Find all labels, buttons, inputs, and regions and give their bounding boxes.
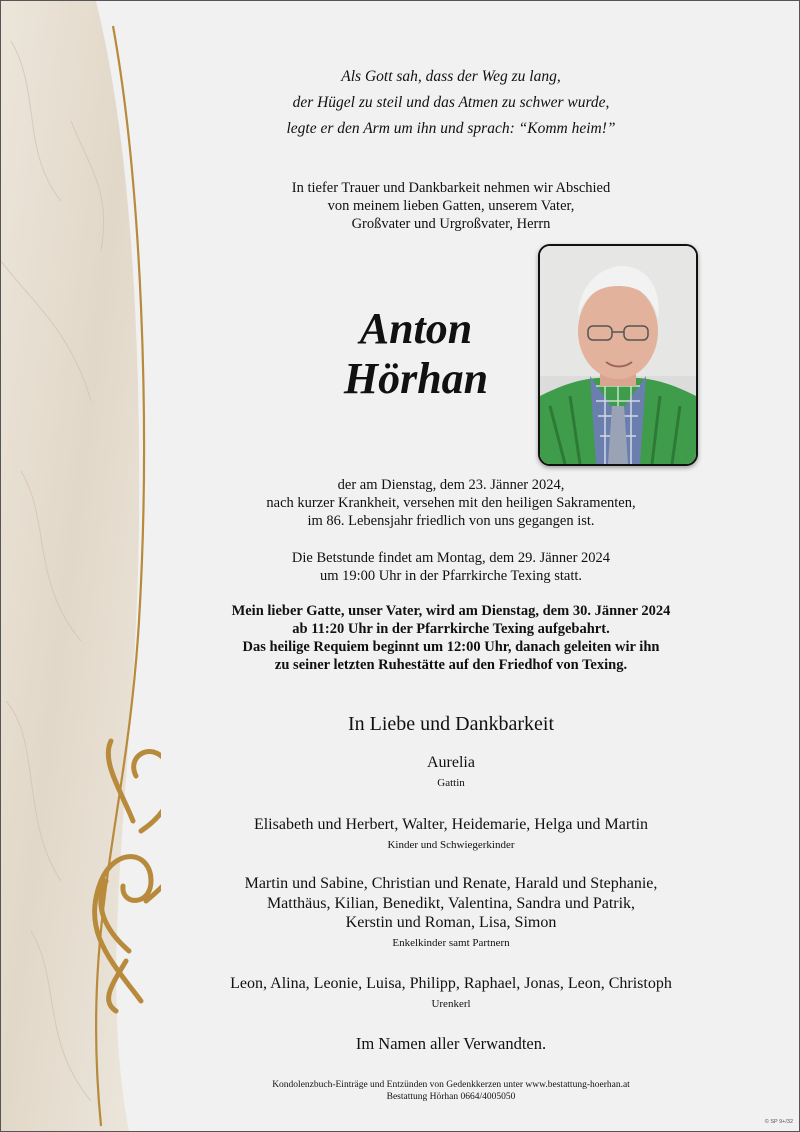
intro-line: Großvater und Urgroßvater, Herrn bbox=[351, 216, 551, 232]
funeral-notice-line: Mein lieber Gatte, unser Vater, wird am Dienstag, dem 30. Jänner 2024 bbox=[231, 603, 671, 619]
last-name: Hörhan bbox=[343, 354, 489, 403]
mourner-role: Urenkerl bbox=[431, 997, 471, 1010]
funeral-notice-line: zu seiner letzten Ruhestätte auf den Friedhof von Texing. bbox=[274, 657, 628, 673]
death-notice bbox=[181, 476, 721, 530]
footer-contact-line: Bestattung Hörhan 0664/4005050 bbox=[386, 1092, 516, 1102]
mourner-names: Aurelia bbox=[427, 754, 475, 771]
first-name: Anton bbox=[359, 304, 473, 353]
poem-line: der Hügel zu steil und das Atmen zu schwer wurde, bbox=[292, 94, 610, 111]
footer bbox=[181, 1079, 721, 1103]
mourner-role: Kinder und Schwiegerkinder bbox=[387, 838, 515, 851]
footer-condolence-line: Kondolenzbuch-Einträge und Entzünden von Gedenkkerzen unter www.bestattung-hoerhan.at bbox=[272, 1080, 630, 1090]
funeral-notice-line: Das heilige Requiem beginnt um 12:00 Uhr, danach geleiten wir ihn bbox=[242, 639, 660, 655]
intro-line: In tiefer Trauer und Dankbarkeit nehmen wir Abschied bbox=[291, 180, 611, 196]
mourner-group-great-grandchildren bbox=[181, 974, 721, 1010]
intro-line: von meinem lieben Gatten, unserem Vater, bbox=[327, 198, 575, 214]
poem-line: legte er den Arm um ihn und sprach: “Komm heim!” bbox=[286, 120, 616, 137]
poem-line: Als Gott sah, dass der Weg zu lang, bbox=[341, 68, 561, 85]
mourner-role: Enkelkinder samt Partnern bbox=[392, 936, 510, 949]
mourner-group-spouse bbox=[181, 753, 721, 789]
death-notice-line: nach kurzer Krankheit, versehen mit den heiligen Sakramenten, bbox=[266, 495, 636, 511]
mourner-group-grandchildren bbox=[181, 874, 721, 949]
memorial-poem bbox=[181, 64, 721, 142]
mourner-names: Elisabeth und Herbert, Walter, Heidemarie, Helga und Martin bbox=[253, 816, 649, 833]
mourner-group-children bbox=[181, 815, 721, 851]
portrait-illustration bbox=[540, 246, 696, 464]
portrait-photo bbox=[538, 244, 698, 466]
prayer-notice-line: um 19:00 Uhr in der Pfarrkirche Texing statt. bbox=[319, 568, 583, 584]
funeral-notice bbox=[181, 602, 721, 674]
mourner-names: Martin und Sabine, Christian und Renate, Harald und Stephanie, bbox=[244, 875, 658, 892]
intro-text bbox=[181, 179, 721, 233]
prayer-notice-line: Die Betstunde findet am Montag, dem 29. Jänner 2024 bbox=[291, 550, 611, 566]
funeral-notice-line: ab 11:20 Uhr in der Pfarrkirche Texing aufgebahrt. bbox=[292, 621, 610, 637]
marble-border-decoration bbox=[1, 1, 161, 1131]
love-heading: In Liebe und Dankbarkeit bbox=[347, 713, 555, 735]
mourner-names: Leon, Alina, Leonie, Luisa, Philipp, Raphael, Jonas, Leon, Christoph bbox=[230, 975, 672, 992]
mourner-role: Gattin bbox=[437, 776, 465, 789]
death-notice-line: im 86. Lebensjahr friedlich von uns gegangen ist. bbox=[307, 513, 595, 529]
deceased-name bbox=[301, 304, 531, 404]
print-code: © SP 9+/32 bbox=[764, 1119, 793, 1125]
death-notice-line: der am Dienstag, dem 23. Jänner 2024, bbox=[337, 477, 565, 493]
mourner-names: Matthäus, Kilian, Benedikt, Valentina, Sandra und Patrik, bbox=[266, 894, 636, 912]
signoff: Im Namen aller Verwandten. bbox=[355, 1034, 547, 1053]
prayer-notice bbox=[181, 549, 721, 585]
mourner-names: Kerstin und Roman, Lisa, Simon bbox=[345, 914, 557, 931]
